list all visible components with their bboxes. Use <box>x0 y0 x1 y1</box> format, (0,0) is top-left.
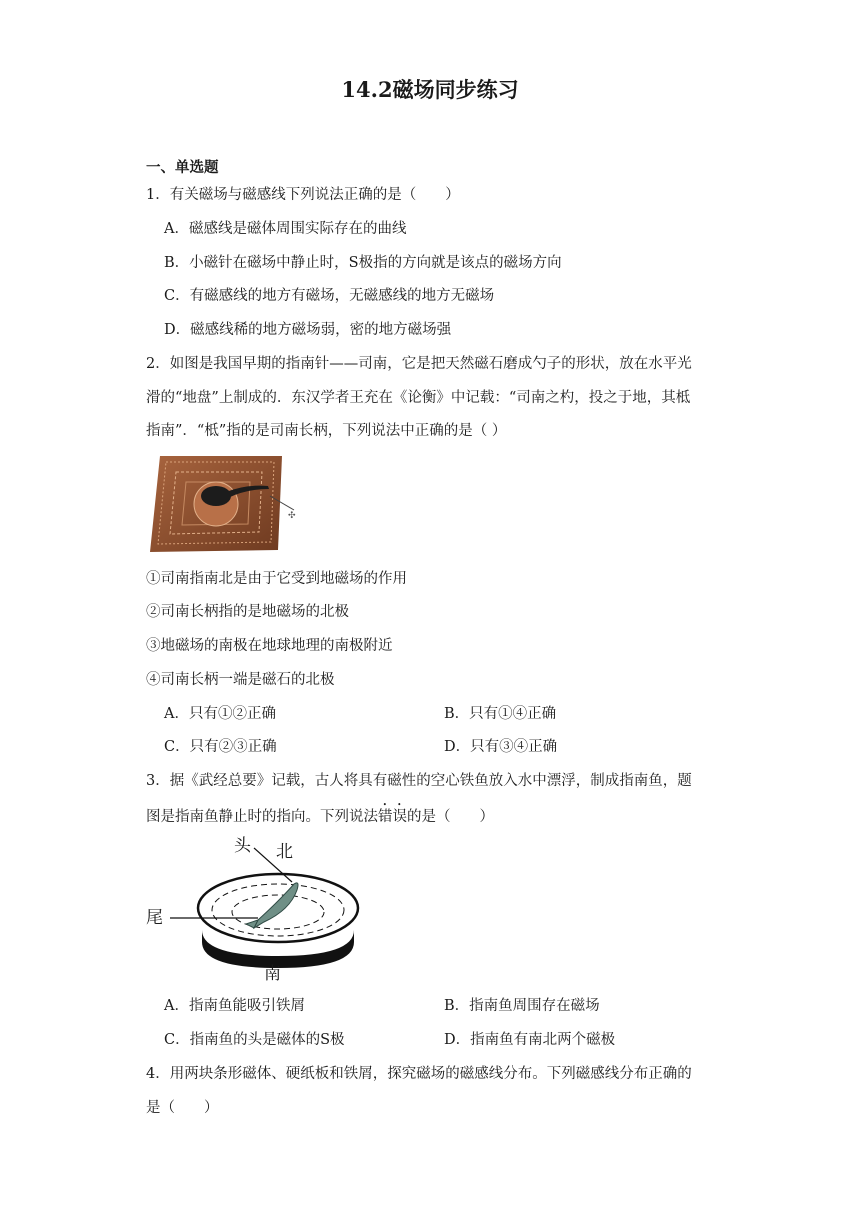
q2-statement-1: ①司南指南北是由于它受到地磁场的作用 <box>146 571 407 587</box>
q2-option-b: B．只有①④正确 <box>444 706 557 722</box>
south-pointing-fish-diagram <box>142 832 372 988</box>
q1-option-c: C．有磁感线的地方有磁场，无磁感线的地方无磁场 <box>164 288 495 304</box>
q2-stem-line1: 2．如图是我国早期的指南针——司南，它是把天然磁石磨成勺子的形状，放在水平光 <box>146 356 692 372</box>
q3-option-c: C．指南鱼的头是磁体的S极 <box>164 1032 345 1048</box>
label-head: 头 <box>234 836 251 856</box>
q2-stem-line2: 滑的“地盘”上制成的．东汉学者王充在《论衡》中记载：“司南之杓，投之于地，其柢 <box>146 390 691 406</box>
q3-option-b: B．指南鱼周围存在磁场 <box>444 998 600 1014</box>
q2-statement-3: ③地磁场的南极在地球地理的南极附近 <box>146 638 393 654</box>
q2-option-a: A．只有①②正确 <box>164 706 276 722</box>
page-title: 14.2磁场同步练习 <box>341 77 519 102</box>
sinan-compass-image <box>146 452 306 556</box>
q1-option-d: D．磁感线稀的地方磁场弱，密的地方磁场强 <box>164 322 452 338</box>
q2-statement-2: ②司南长柄指的是地磁场的北极 <box>146 604 349 620</box>
q3-stem-line2: 图是指南鱼静止时的指向。下列说法错误的是（ ） <box>146 809 494 825</box>
q1-option-a: A．磁感线是磁体周围实际存在的曲线 <box>164 221 407 237</box>
q2-statement-4: ④司南长柄一端是磁石的北极 <box>146 672 335 688</box>
emphasis-word: 错误 <box>378 809 407 825</box>
q2-option-d: D．只有③④正确 <box>444 739 558 755</box>
label-tail: 尾 <box>146 908 163 928</box>
svg-text:✣: ✣ <box>288 511 296 521</box>
q4-stem-line1: 4．用两块条形磁体、硬纸板和铁屑，探究磁场的磁感线分布。下列磁感线分布正确的 <box>146 1066 692 1082</box>
q3-option-a: A．指南鱼能吸引铁屑 <box>164 998 305 1014</box>
label-north: 北 <box>276 842 293 862</box>
q4-stem-line2: 是（ ） <box>146 1100 219 1116</box>
section-heading: 一、单选题 <box>146 159 219 176</box>
q2-stem-line3: 指南”．“柢”指的是司南长柄，下列说法中正确的是（ ） <box>146 423 507 439</box>
label-south: 南 <box>264 964 281 984</box>
q1-stem: 1．有关磁场与磁感线下列说法正确的是（ ） <box>146 187 460 203</box>
q1-option-b: B．小磁针在磁场中静止时，S极指的方向就是该点的磁场方向 <box>164 255 562 271</box>
q3-stem-line1: 3．据《武经总要》记载，古人将具有磁性的空心铁鱼放入水中漂浮，制成指南鱼，题 <box>146 773 692 789</box>
q2-option-c: C．只有②③正确 <box>164 739 277 755</box>
q3-option-d: D．指南鱼有南北两个磁极 <box>444 1032 616 1048</box>
